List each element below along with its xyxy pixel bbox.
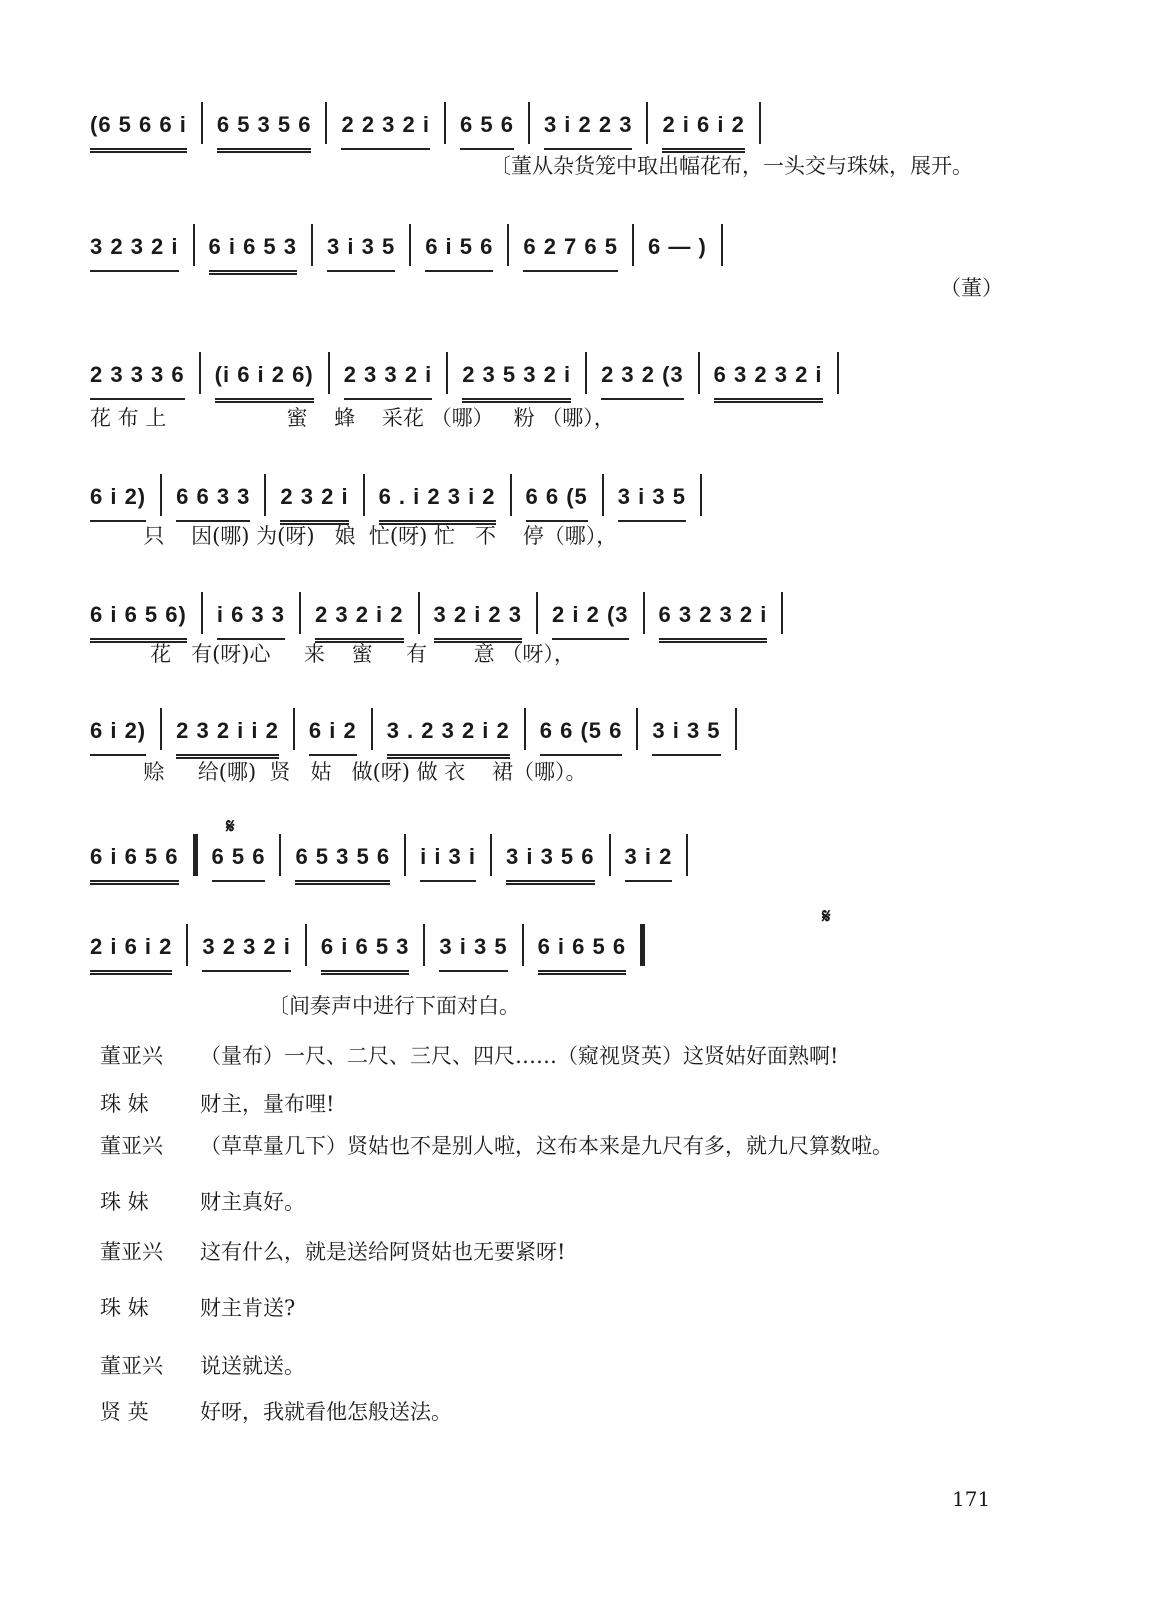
dialogue-text: 财主真好。 (200, 1190, 305, 1214)
stage-direction: 〔董从杂货笼中取出幅花布，一头交与珠妹，展开。 (490, 154, 973, 178)
barline (636, 708, 638, 750)
dialogue-line (100, 1186, 305, 1216)
measure: 6 3 2 3 2 i (714, 352, 823, 403)
dialogue-line (100, 1236, 565, 1266)
dialogue-text: 财主，量布哩! (200, 1092, 335, 1116)
dialogue-line (100, 1396, 452, 1426)
barline (646, 102, 648, 144)
measure: 3 i 3 5 6 (506, 834, 595, 885)
barline (524, 708, 526, 750)
barline (643, 592, 645, 634)
measure: 6 5 3 5 6 (217, 102, 312, 153)
measure: 6 5 6 (212, 834, 266, 882)
barline (446, 352, 448, 394)
measure: i i 3 i (420, 834, 476, 882)
score-line-1 (90, 102, 1030, 148)
measure: 3 i 2 (625, 834, 673, 882)
barline (759, 102, 761, 144)
barline (632, 224, 634, 266)
measure: 2 3 2 i i 2 (176, 708, 279, 759)
measure: 3 2 i 2 3 (434, 592, 523, 643)
measure: 6 5 3 5 6 (295, 834, 390, 885)
speaker-name: 董亚兴 (100, 1354, 163, 1378)
barline (585, 352, 587, 394)
barline (363, 474, 365, 516)
barline (609, 834, 611, 876)
score-line-2 (90, 224, 1030, 270)
measure: 3 i 2 2 3 (544, 102, 633, 150)
barline (721, 224, 723, 266)
measure: 6 i 6 5 3 (321, 924, 410, 975)
repeat-start-barline (193, 834, 198, 876)
barline (522, 924, 524, 966)
speaker-name: 董亚兴 (100, 1044, 163, 1068)
barline (404, 834, 406, 876)
barline (510, 474, 512, 516)
measure: 6 i 6 5 6 (538, 924, 627, 975)
barline (193, 224, 195, 266)
measure: 2 i 6 i 2 (90, 924, 172, 975)
segno-sign-icon: 𝄋 (226, 814, 235, 838)
dialogue-text: 财主肯送? (200, 1296, 296, 1320)
measure: 6 i 6 5 6 (90, 834, 179, 885)
speaker-name: 贤 英 (100, 1400, 149, 1424)
measure: 3 i 3 5 (327, 224, 395, 272)
dialogue-line (100, 1040, 838, 1070)
barline (490, 834, 492, 876)
score-line-7 (90, 834, 1030, 880)
measure: 2 i 2 (3 (552, 592, 628, 640)
dialogue-text: （草草量几下）贤姑也不是别人啦，这布本来是九尺有多，就九尺算数啦。 (200, 1134, 893, 1158)
barline (199, 352, 201, 394)
lyrics-line: 花 有(呀)心 来 蜜 有 意 （呀）， (90, 642, 575, 666)
measure: (6 5 6 6 i (90, 102, 187, 153)
barline (328, 352, 330, 394)
measure: 6 i 2 (309, 708, 357, 756)
barline (536, 592, 538, 634)
measure: 6 i 2) (90, 708, 146, 756)
barline (781, 592, 783, 634)
barline (201, 102, 203, 144)
score-line-6 (90, 708, 1030, 754)
measure: 6 5 6 (460, 102, 514, 150)
barline (371, 708, 373, 750)
barline (305, 924, 307, 966)
measure: 6 3 2 3 2 i (659, 592, 768, 643)
measure: 2 3 2 i 2 (315, 592, 404, 643)
barline (299, 592, 301, 634)
lyrics-line: 花 布 上 蜜 蜂 采花 （哪） 粉 （哪）， (90, 406, 615, 430)
dialogue-line (100, 1130, 893, 1160)
score-line-8 (90, 924, 1030, 970)
barline (602, 474, 604, 516)
dialogue-line (100, 1350, 305, 1380)
dialogue-line (100, 1292, 295, 1322)
page-number: 171 (952, 1487, 991, 1511)
barline (423, 924, 425, 966)
speaker-name: 董亚兴 (100, 1134, 163, 1158)
barline (444, 102, 446, 144)
dialogue-text: （量布）一尺、二尺、三尺、四尺……（窥视贤英）这贤姑好面熟啊! (200, 1044, 839, 1068)
measure: 6 6 (5 6 (540, 708, 623, 756)
measure: 2 3 3 2 i (344, 352, 433, 400)
barline (186, 924, 188, 966)
measure: 2 3 2 (3 (601, 352, 684, 400)
segno-sign-icon: 𝄋 (822, 904, 831, 928)
measure: 6 i 5 6 (425, 224, 493, 272)
speaker-name: 珠 妹 (100, 1296, 149, 1320)
measure: 3 . 2 3 2 i 2 (387, 708, 510, 759)
barline (279, 834, 281, 876)
barline (528, 102, 530, 144)
measure: 6 6 3 3 (176, 474, 250, 522)
stage-direction: （董） (940, 276, 1003, 300)
measure: 6 i 6 5 6) (90, 592, 187, 643)
measure: 2 2 3 2 i (341, 102, 430, 150)
measure: 3 2 3 2 i (202, 924, 291, 972)
barline (160, 474, 162, 516)
dialogue-text: 说送就送。 (200, 1354, 305, 1378)
measure: i 6 3 3 (217, 592, 285, 640)
barline (409, 224, 411, 266)
dialogue-text: 这有什么，就是送给阿贤姑也无要紧呀! (200, 1240, 566, 1264)
measure: 6 — ) (647, 234, 707, 259)
barline (311, 224, 313, 266)
score-line-3 (90, 352, 1030, 398)
measure: 2 3 3 3 6 (90, 352, 185, 400)
measure: 3 i 3 5 (618, 474, 686, 522)
measure: 3 2 3 2 i (90, 224, 179, 272)
measure: 3 i 3 5 (439, 924, 507, 972)
barline (201, 592, 203, 634)
repeat-end-barline (640, 924, 645, 966)
barline (293, 708, 295, 750)
measure: 6 . i 2 3 i 2 (379, 474, 496, 525)
dialogue-text: 好呀，我就看他怎般送法。 (200, 1400, 452, 1424)
barline (160, 708, 162, 750)
barline (700, 474, 702, 516)
interlude-direction: 〔间奏声中进行下面对白。 (268, 994, 520, 1018)
barline (698, 352, 700, 394)
speaker-name: 珠 妹 (100, 1092, 149, 1116)
barline (837, 352, 839, 394)
measure: 6 2 7 6 5 (523, 224, 618, 272)
barline (418, 592, 420, 634)
measure: 6 i 6 5 3 (209, 224, 298, 275)
speaker-name: 珠 妹 (100, 1190, 149, 1214)
barline (507, 224, 509, 266)
barline (325, 102, 327, 144)
barline (264, 474, 266, 516)
barline (735, 708, 737, 750)
measure: 6 i 2) (90, 474, 146, 522)
measure: 2 3 5 3 2 i (462, 352, 571, 403)
speaker-name: 董亚兴 (100, 1240, 163, 1264)
measure: 6 6 (5 (526, 474, 588, 522)
measure: 2 3 2 i (280, 474, 348, 525)
score-line-5 (90, 592, 1030, 638)
lyrics-line: 只 因(哪) 为(呀) 娘 忙(呀) 忙 不 停（哪）， (90, 524, 618, 548)
score-line-4 (90, 474, 1030, 520)
measure: 2 i 6 i 2 (662, 102, 744, 153)
lyrics-line: 赊 给(哪) 贤 姑 做(呀) 做 衣 裙（哪）。 (90, 760, 587, 784)
barline (686, 834, 688, 876)
dialogue-line (100, 1088, 334, 1118)
measure: 3 i 3 5 (652, 708, 720, 756)
measure: (i 6 i 2 6) (215, 352, 314, 403)
